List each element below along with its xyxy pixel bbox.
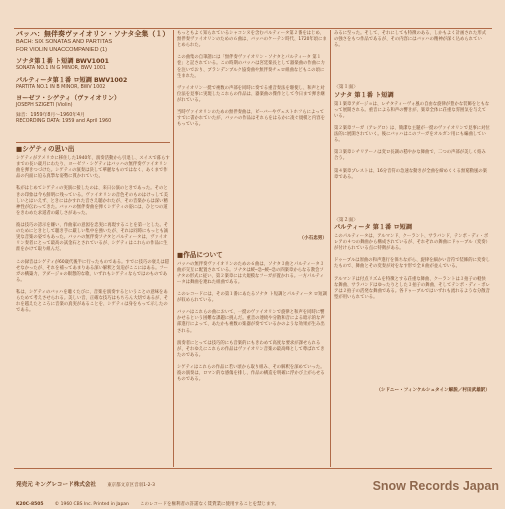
memory-heading: ■シゲティの思い出 — [16, 145, 75, 153]
right-text-top: みるに至った。そして、それにしても特徴のある、しかもよく計画された形式の強さをもつ作品であるが、その内容にはバッハの精神が深く込められている。 — [334, 31, 487, 49]
recording-info: 録音：1959年8月～1960年4月 — [16, 112, 85, 118]
album-title-en-1: BACH: SIX SONATAS AND PARTITAS — [16, 39, 113, 45]
catalog-code: K20C-8505 — [16, 502, 44, 507]
album-title-jp: バッハ：無伴奏ヴァイオリン・ソナタ全集（１） — [16, 30, 170, 38]
middle-column — [177, 31, 327, 465]
publisher-name: 発売元 キングレコード株式会社 — [16, 482, 97, 488]
publisher-address: 東京都文京区音羽1-2-3 — [107, 483, 156, 488]
work-2-title-jp: パルティータ第１番 ロ短調 BWV1002 — [16, 76, 128, 84]
column-divider-2 — [330, 30, 331, 467]
copyright-notice: © 1960 CBS Inc. Printed in Japan — [54, 502, 129, 507]
work-1-title-jp: ソナタ第１番 ト短調 BWV1001 — [16, 58, 109, 66]
store-watermark: Snow Records Japan — [372, 479, 499, 493]
sonata-heading: ソナタ 第１番 ト短調 — [334, 91, 394, 99]
side-2-label: 〈第２面〉 — [334, 217, 358, 223]
work-2-title-en: PARTITA NO.1 IN B MINOR, BWV 1002 — [16, 84, 106, 90]
works-heading: ■作品について — [177, 250, 223, 259]
partita-text: このパルティータは、アルマンド、クーラント、サラバンド、テンポ・ディ・ボレアの４つの舞曲から構成されているが、それぞれの舞曲にドゥーブル（変奏）が付けられている点に特徴がある。 ドゥーブルは原曲の和声進行を保ちながら、旋律を細かい音符で装飾的に変奏したもので、舞曲とその変奏が対をなす形で全８曲が並んでいる。 アルマンドは付点リズムを特徴とする荘重な舞曲、クーラントは３拍子の軽快な舞曲、サラバンドはゆったりとした３拍子の舞曲、そしてテンポ・ディ・ボレアは２拍子の活発な舞曲である。各ドゥーブルではいずれも流れるような分散音型が用いられている。 — [334, 234, 490, 300]
album-header — [16, 30, 171, 142]
right-column — [334, 31, 490, 465]
album-title-en-2: FOR VIOLIN UNACCOMPANIED (1) — [16, 46, 107, 53]
footer — [16, 471, 416, 507]
work-1-title-en: SONATA NO.1 IN G MINOR, BWV 1001 — [16, 66, 106, 72]
partita-heading: パルティータ 第１番 ロ短調 — [334, 224, 413, 231]
performer-name-en: JOSEPH SZIGETI (Violin) — [16, 103, 73, 109]
bottom-rule — [14, 468, 492, 469]
top-rule — [14, 28, 492, 29]
memory-signature: （小石忠男） — [299, 236, 327, 241]
recording-info-en: RECORDING DATA: 1959 and April 1960 — [16, 119, 112, 125]
memory-section — [16, 145, 170, 465]
memory-text: シゲティがアメリカに移住した1940年、演奏活動から引退し、スイスで暮らすまでの長い歳月にわたり、ヨーゼフ・シゲティはバッハの無伴奏ヴァイオリン曲を弾きつづけた。シゲティの演奏は決して華麗なものではなく、あくまで作品の内面に迫る真摯な姿勢に貫かれていた。 私がはじめてシゲティの実演に接したのは、来日公演のときであった。そのときの印象は今も鮮明に残っている。ヴァイオリンの音色そのものはけっして美しいとはいえず、ときにはかすれた音さえ聴かれたが、その音楽からは深い精神性が伝わってきた。バッハの無伴奏曲を弾くシゲティの姿には、ひとつの道をきわめた求道者の厳しさがあった。 彼は技巧の誇示を嫌い、作曲家の意図を忠実に再現することを第一とした。そのためにときとして聴き手に厳しい集中を強いたが、それは同時にもっとも誠実な音楽の姿でもあった。バッハの無伴奏ソナタとパルティータは、ヴァイオリン奏者にとって最高の試金石とされているが、シゲティはこれらの作品に生涯をかけて取り組んだ。 この録音はシゲティが60歳代後半に行ったものである。すでに技巧の衰えは隠せなかったが、それを補ってあまりある深い解釈と気迫がここにはある。フーガの構築力、アダージョの瞑想的な歌、いずれもシゲティならではのものである。 私は、シゲティのバッハを聴くたびに、音楽を演奏するということの意味をあらためて考えさせられる。美しい音、正確な技巧はもちろん大切であるが、それを越えたところに音楽の真実があることを、シゲティは身をもって示したのである。 — [16, 156, 170, 314]
sonata-text: 第１楽章アダージョは、レチタティーヴォ風の自由な旋律が豊かな装飾をともなって展開される。重音による和声の響きが、楽章全体に荘重な雰囲気を与えている。 第２楽章フーガ（アレグロ）は、簡潔な主題が一挺のヴァイオリンで見事に対位法的に展開されていく。後にバッハはこのフーガをオルガン用にも編曲している。 第３楽章シチリアーノは変ロ長調の穏やかな舞曲で、二つの声部が美しく絡み合う。 第４楽章プレストは、16分音符の急速な動きが全曲を締めくくる無窮動風の楽章である。 — [334, 101, 490, 180]
side-1-label: 〈第１面〉 — [334, 85, 358, 90]
works-signature: （シドニー・フィンケルシュタイン解説／村田武雄訳） — [376, 388, 490, 393]
rental-notice: このレコードを権利者の許諾なく賃貸業に使用することを禁じます。 — [140, 502, 280, 507]
performer-name-jp: ヨーゼフ・シゲティ（ヴァイオリン） — [16, 95, 121, 103]
middle-text-bottom: バッハの無伴奏ヴァイオリンのための６曲は、ソナタ３曲とパルティータ３曲が交互に配置されている。ソナタは緩─急─緩─急の四楽章からなる教会ソナタの形式に従い、第２楽章には大規模なフーガが置かれる。一方パルティータは舞曲を連ねた組曲である。 このレコードには、その第１番にあたるソナタ ト短調とパルティータ ロ短調が収められている。 バッハはこれらの曲において、一挺のヴァイオリンで旋律と和声を同時に響かせるという困難な課題に挑んだ。重音の連続や分散和音による暗示的な声部進行によって、あたかも複数の楽器が奏でているかのような効果が生み出される。 演奏者にとっては技巧的にも音楽的にもきわめて高度な要求が課せられるが、それゆえにこれらの作品はヴァイオリン音楽の最高峰として尊ばれてきたのである。 シゲティはこれらの作品に若い頃から取り組み、その解釈を深めていった。彼の演奏は、ロマン的な感傷を排し、作品の構造を明確に浮かび上がらせるものである。 — [177, 261, 327, 383]
middle-text-top: もっともよく知られているシャコンヌを含むパルティータ第２番をはじめ、無伴奏ヴァイオリンのための６曲は、バッハのケーテン時代、1720年頃にまとめられた。 この曲集の自筆譜には「無伴奏ヴァイオリン・ソナタとパルティータ 第１巻」と記されている。この時期のバッハは宮廷楽長として器楽曲の作曲に力を注いでおり、ブランデンブルク協奏曲や無伴奏チェロ組曲などもこの頃に生まれた。 ヴァイオリン一挺で複数の声部を同時に奏でる重音奏法を駆使し、和声と対位法を見事に実現したこれらの作品は、器楽曲の傑作として今日まで弾き継がれている。 当時ヴァイオリンのための無伴奏曲は、ビーバーやヴェストホフらによってすでに書かれていたが、バッハの作品はそれらをはるかに凌ぐ規模と内容をもっている。 — [177, 31, 327, 128]
column-divider-1 — [173, 30, 174, 467]
header-underline — [16, 142, 170, 143]
